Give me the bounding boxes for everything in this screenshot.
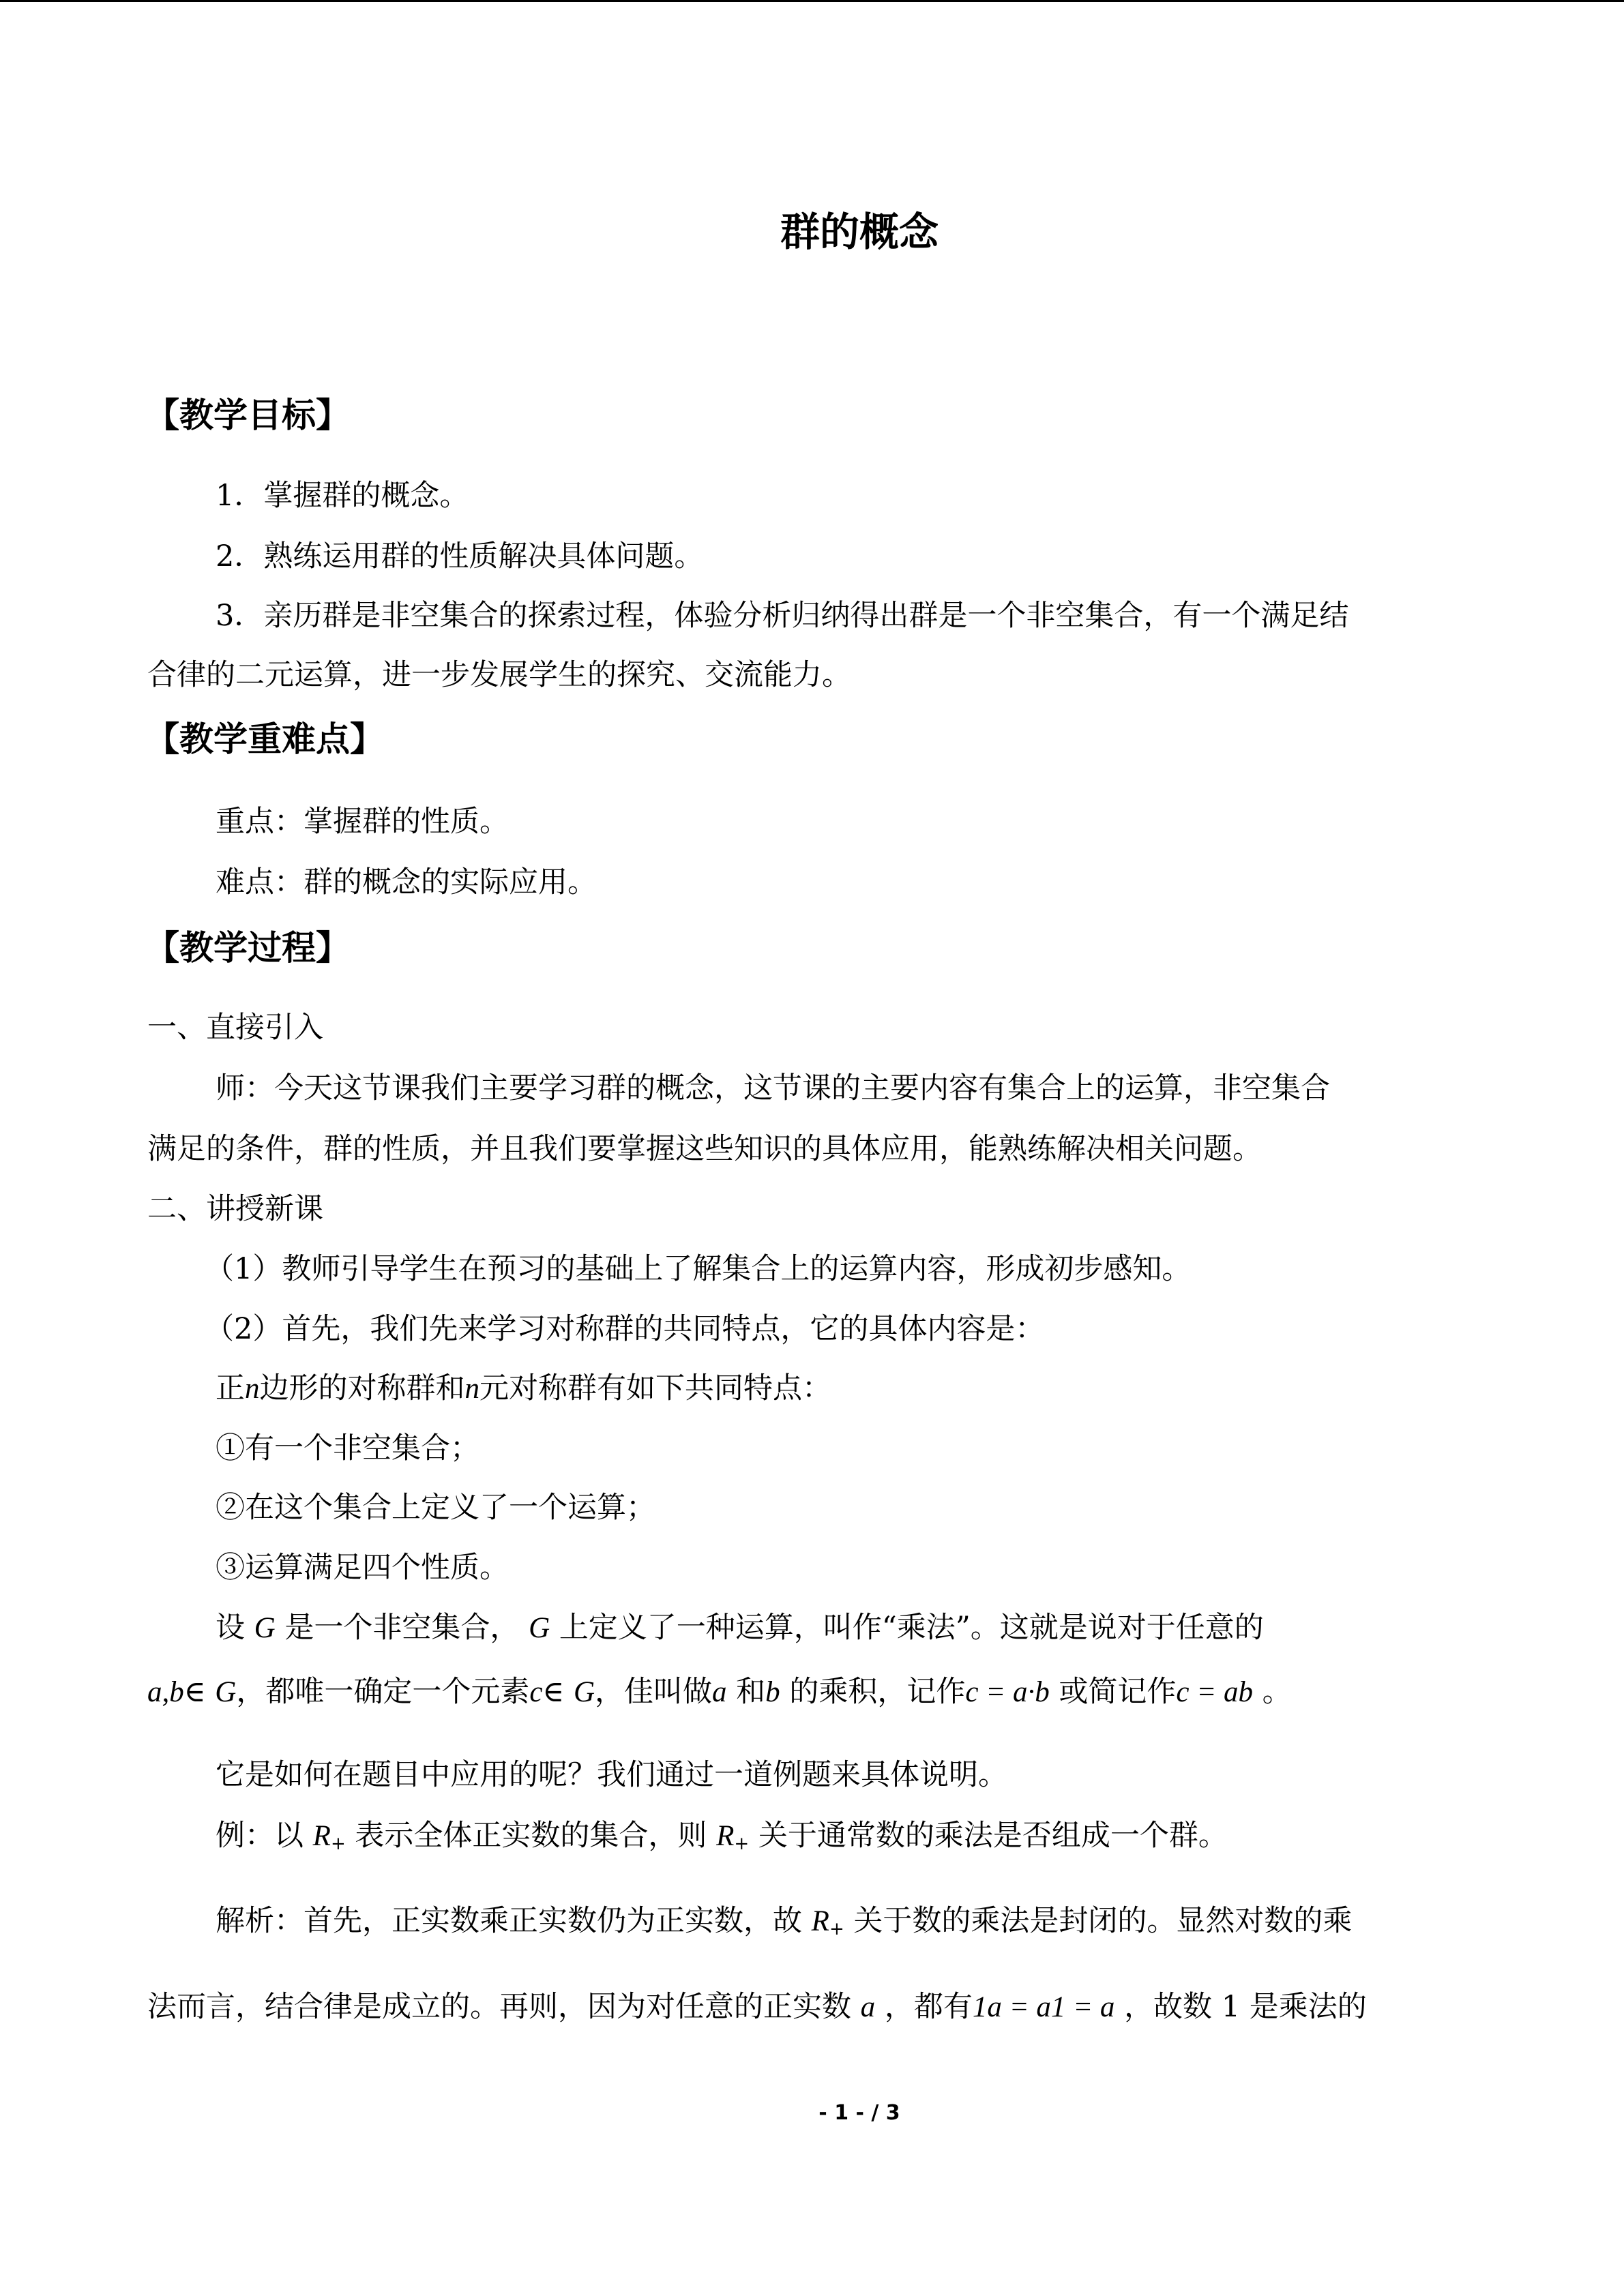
definition-line-1: 设 G 是一个非空集合， G 上定义了一种运算，叫作“乘法”。这就是说对于任意的 [216,1611,1264,1645]
part2-line-1: （1）教师引导学生在预习的基础上了解集合上的运算内容，形成初步感知。 [205,1252,1192,1286]
goal-3: 3．亲历群是非空集合的探索过程，体验分析归纳得出群是一个非空集合，有一个满足结 [216,599,1349,633]
top-border [0,0,1624,2]
part1-heading: 一、直接引入 [147,1011,323,1045]
part2-heading: 二、讲授新课 [147,1192,323,1226]
page-title: 群的概念 [780,209,939,255]
section-heading-goals: 【教学目标】 [145,396,350,435]
part1-line-2: 满足的条件，群的性质，并且我们要掌握这些知识的具体应用，能熟练解决相关问题。 [147,1132,1262,1166]
part2-line-3: 正n边形的对称群和n元对称群有如下共同特点： [216,1371,831,1405]
key-point: 重点：掌握群的性质。 [216,805,509,839]
difficult-point: 难点：群的概念的实际应用。 [216,865,597,899]
feature-item-1: ①有一个非空集合； [216,1431,479,1465]
section-heading-key-points: 【教学重难点】 [145,719,384,759]
analysis-line-1: 解析：首先，正实数乘正实数仍为正实数，故 $R_+$ 关于数的乘法是封闭的。显然对数的乘 [216,1904,1353,1939]
example-line: 例：以 $R_+$ 表示全体正实数的集合，则 $R_+$ 关于通常数的乘法是否组成一个群。 [216,1819,1228,1854]
section-heading-process: 【教学过程】 [145,928,350,968]
goal-3-cont: 合律的二元运算，进一步发展学生的探究、交流能力。 [147,658,851,692]
definition-line-2: a,b∈ G，都唯一确定一个元素c∈ G，佳叫做a 和b 的乘积，记作c = a·b 或简记作c = ab 。 [147,1675,1292,1709]
goal-2: 2．熟练运用群的性质解决具体问题。 [216,539,704,573]
page-number: - 1 - / 3 [818,2101,900,2125]
part1-line-1: 师：今天这节课我们主要学习群的概念，这节课的主要内容有集合上的运算，非空集合 [216,1071,1330,1105]
analysis-line-2: 法而言，结合律是成立的。再则，因为对任意的正实数 a ，都有1a = a1 = a ，故数 1 是乘法的 [147,1990,1367,2024]
feature-item-2: ②在这个集合上定义了一个运算； [216,1491,655,1525]
part2-line-2: （2）首先，我们先来学习对称群的共同特点，它的具体内容是： [205,1312,1045,1346]
transition-line: 它是如何在题目中应用的呢？我们通过一道例题来具体说明。 [216,1758,1007,1792]
feature-item-3: ③运算满足四个性质。 [216,1551,509,1585]
goal-1: 1．掌握群的概念。 [216,479,469,513]
